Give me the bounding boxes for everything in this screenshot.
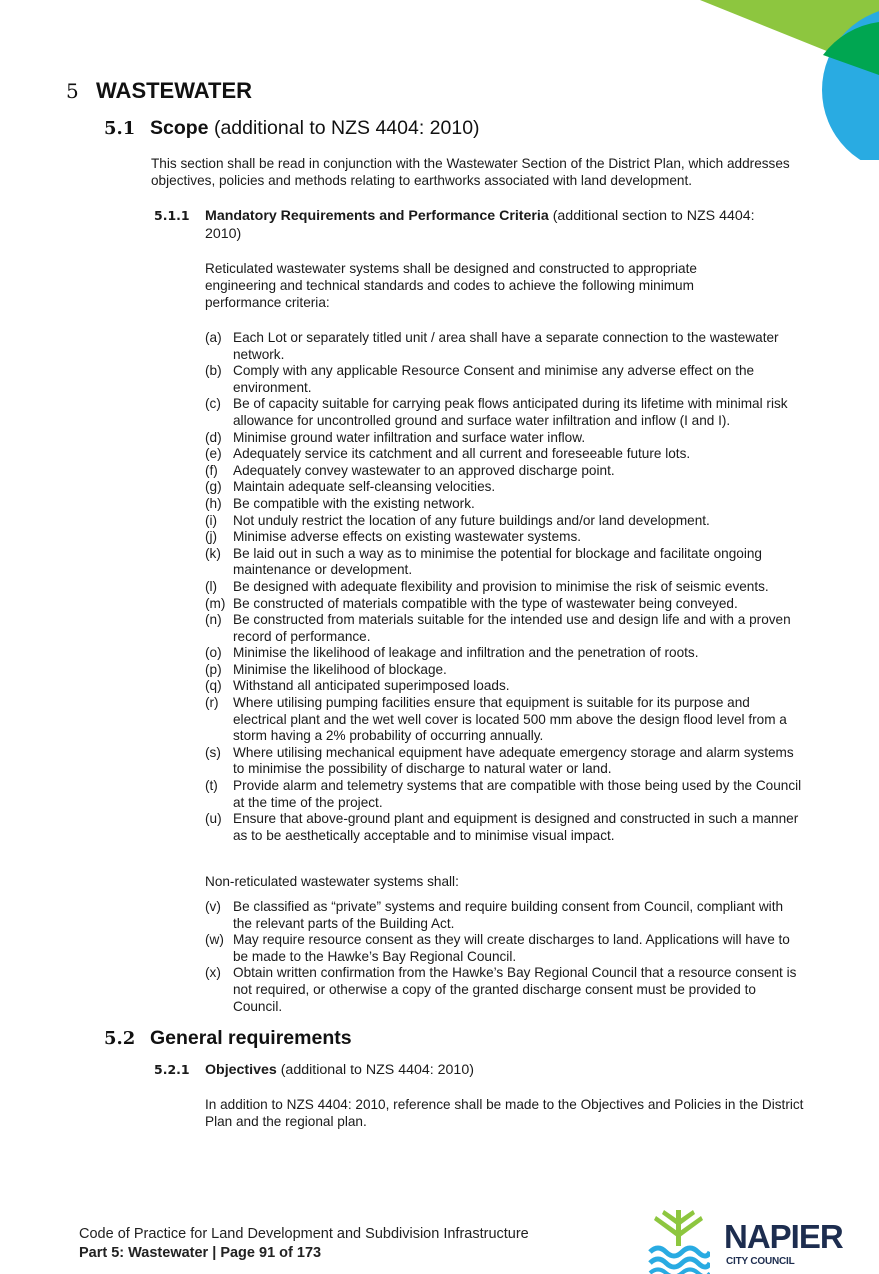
list-item-label: (n) bbox=[205, 612, 222, 628]
list-item bbox=[205, 695, 805, 745]
list-item-text: Be constructed of materials compatible with the type of wastewater being conveyed. bbox=[233, 595, 738, 611]
list-item-label: (u) bbox=[205, 811, 222, 827]
list-item bbox=[205, 678, 805, 695]
list-item-label: (q) bbox=[205, 678, 222, 694]
list-item-text: Be compatible with the existing network. bbox=[233, 495, 475, 511]
list-item-text: Adequately service its catchment and all current and foreseeable future lots. bbox=[233, 446, 691, 462]
section-5-1-heading bbox=[104, 117, 480, 140]
list-item bbox=[205, 330, 805, 363]
list-item bbox=[205, 965, 805, 1015]
list-item-label: (d) bbox=[205, 429, 222, 445]
footer-page-info: Part 5: Wastewater | Page 91 of 173 bbox=[79, 1245, 322, 1261]
section-number: 5.2 bbox=[104, 1028, 136, 1049]
subsection-title-bold: Mandatory Requirements and Performance Criteria bbox=[205, 208, 549, 224]
list-item-text: Obtain written confirmation from the Hawke’s Bay Regional Council that a resource consent is not required, or otherwise a copy of the granted discharge consent must be provided to Council. bbox=[233, 965, 797, 1014]
list-item bbox=[205, 430, 805, 447]
list-item-text: Adequately convey wastewater to an approved discharge point. bbox=[233, 462, 615, 478]
non-reticulated-intro: Non-reticulated wastewater systems shall: bbox=[205, 874, 459, 889]
logo-subtitle: CITY COUNCIL bbox=[726, 1256, 795, 1267]
list-item bbox=[205, 496, 805, 513]
list-item-text: Be designed with adequate flexibility and provision to minimise the risk of seismic events. bbox=[233, 578, 769, 594]
list-item-label: (r) bbox=[205, 695, 219, 711]
subsection-title-bold: Objectives bbox=[205, 1062, 277, 1078]
reticulated-intro-paragraph: Reticulated wastewater systems shall be designed and constructed to appropriate engineering and technical standards and codes to achieve the following minimum performance criteria: bbox=[205, 261, 697, 310]
list-item-text: Not unduly restrict the location of any future buildings and/or land development. bbox=[233, 512, 710, 528]
list-item-label: (p) bbox=[205, 661, 222, 677]
list-item-label: (x) bbox=[205, 965, 221, 981]
list-item-label: (o) bbox=[205, 645, 222, 661]
list-item-text: Each Lot or separately titled unit / area shall have a separate connection to the wastewater network. bbox=[233, 330, 779, 362]
list-item bbox=[205, 899, 805, 932]
performance-criteria-list bbox=[205, 330, 805, 844]
list-item-text: Where utilising mechanical equipment have adequate emergency storage and alarm systems to minimise the possibility of discharge to natural water or land. bbox=[233, 744, 794, 777]
list-item-text: Minimise the likelihood of leakage and infiltration and the penetration of roots. bbox=[233, 645, 699, 661]
list-item-label: (j) bbox=[205, 529, 218, 545]
chapter-heading bbox=[66, 78, 252, 104]
list-item-label: (e) bbox=[205, 446, 222, 462]
list-item bbox=[205, 745, 805, 778]
list-item bbox=[205, 513, 805, 530]
section-5-1-1-heading bbox=[154, 207, 794, 243]
logo-wordmark: NAPIER bbox=[724, 1218, 843, 1255]
list-item-label: (t) bbox=[205, 778, 218, 794]
list-item-text: Where utilising pumping facilities ensure that equipment is suitable for its purpose and electrical plant and the wet well cover is located 500 mm above the design flood level from a storm having a 2% probability of occurring annually. bbox=[233, 695, 787, 744]
footer-document-title: Code of Practice for Land Development and Subdivision Infrastructure bbox=[79, 1226, 529, 1242]
list-item bbox=[205, 363, 805, 396]
subsection-title-rest: (additional section to NZS 4404: 2010) bbox=[205, 208, 755, 242]
list-item bbox=[205, 446, 805, 463]
list-item-label: (h) bbox=[205, 495, 222, 511]
list-item-text: Be of capacity suitable for carrying peak flows anticipated during its lifetime with minimal risk allowance for uncontrolled ground and surface water infiltration and inflow (I and I). bbox=[233, 396, 788, 428]
section-title-rest: (additional to NZS 4404: 2010) bbox=[208, 117, 480, 139]
subsection-number: 5.2.1 bbox=[154, 1062, 190, 1077]
napier-logo-icon bbox=[648, 1206, 710, 1274]
list-item-text: Maintain adequate self-cleansing velocities. bbox=[233, 479, 496, 495]
list-item-label: (k) bbox=[205, 545, 221, 561]
scope-paragraph: This section shall be read in conjunction with the Wastewater Section of the District Plan, which addresses objectives, policies and methods relating to earthworks associated with land development. bbox=[151, 156, 790, 188]
list-item bbox=[205, 596, 805, 613]
list-item-label: (l) bbox=[205, 578, 218, 594]
list-item-text: Minimise the likelihood of blockage. bbox=[233, 661, 447, 677]
list-item bbox=[205, 778, 805, 811]
list-item bbox=[205, 612, 805, 645]
list-item bbox=[205, 546, 805, 579]
list-item-text: Be laid out in such a way as to minimise the potential for blockage and facilitate ongoing maintenance or development. bbox=[233, 545, 762, 578]
list-item-text: Comply with any applicable Resource Consent and minimise any adverse effect on the environment. bbox=[233, 363, 755, 395]
list-item-text: Ensure that above-ground plant and equipment is designed and constructed in such a manner as to be aesthetically acceptable and to minimise visual impact. bbox=[233, 811, 799, 843]
chapter-title: WASTEWATER bbox=[96, 78, 253, 103]
list-item-text: Minimise adverse effects on existing wastewater systems. bbox=[233, 529, 582, 545]
list-item bbox=[205, 479, 805, 496]
list-item-text: May require resource consent as they will create discharges to land. Applications will have to be made to the Hawke’s Bay Regional Council. bbox=[233, 932, 790, 964]
list-item bbox=[205, 529, 805, 546]
non-reticulated-list bbox=[205, 899, 805, 1015]
list-item bbox=[205, 932, 805, 965]
list-item-text: Withstand all anticipated superimposed loads. bbox=[233, 678, 510, 694]
section-title-bold: Scope bbox=[150, 117, 209, 139]
section-title: General requirements bbox=[150, 1027, 352, 1049]
list-item-label: (s) bbox=[205, 744, 221, 760]
subsection-title-rest: (additional to NZS 4404: 2010) bbox=[276, 1062, 474, 1078]
list-item bbox=[205, 463, 805, 480]
chapter-number: 5 bbox=[66, 79, 79, 103]
list-item-label: (b) bbox=[205, 363, 222, 379]
section-number: 5.1 bbox=[104, 118, 136, 139]
list-item-label: (a) bbox=[205, 330, 222, 345]
list-item-label: (i) bbox=[205, 512, 218, 528]
list-item-text: Be classified as “private” systems and require building consent from Council, compliant with the relevant parts of the Building Act. bbox=[233, 899, 784, 931]
list-item-text: Provide alarm and telemetry systems that are compatible with those being used by the Council at the time of the project. bbox=[233, 778, 802, 810]
list-item-text: Be constructed from materials suitable for the intended use and design life and with a proven record of performance. bbox=[233, 612, 791, 644]
list-item bbox=[205, 579, 805, 596]
list-item-label: (w) bbox=[205, 932, 224, 948]
list-item bbox=[205, 662, 805, 679]
list-item-label: (v) bbox=[205, 899, 221, 914]
list-item-label: (g) bbox=[205, 479, 222, 495]
list-item-label: (f) bbox=[205, 462, 218, 478]
list-item bbox=[205, 811, 805, 844]
subsection-number: 5.1.1 bbox=[154, 208, 190, 223]
objectives-paragraph: In addition to NZS 4404: 2010, reference shall be made to the Objectives and Policies in the District Plan and the regional plan. bbox=[205, 1097, 804, 1129]
section-5-2-heading bbox=[104, 1027, 352, 1050]
list-item bbox=[205, 396, 805, 429]
list-item-label: (c) bbox=[205, 396, 221, 412]
list-item-text: Minimise ground water infiltration and surface water inflow. bbox=[233, 429, 586, 445]
section-5-2-1-heading bbox=[154, 1061, 794, 1079]
list-item-label: (m) bbox=[205, 595, 226, 611]
list-item bbox=[205, 645, 805, 662]
